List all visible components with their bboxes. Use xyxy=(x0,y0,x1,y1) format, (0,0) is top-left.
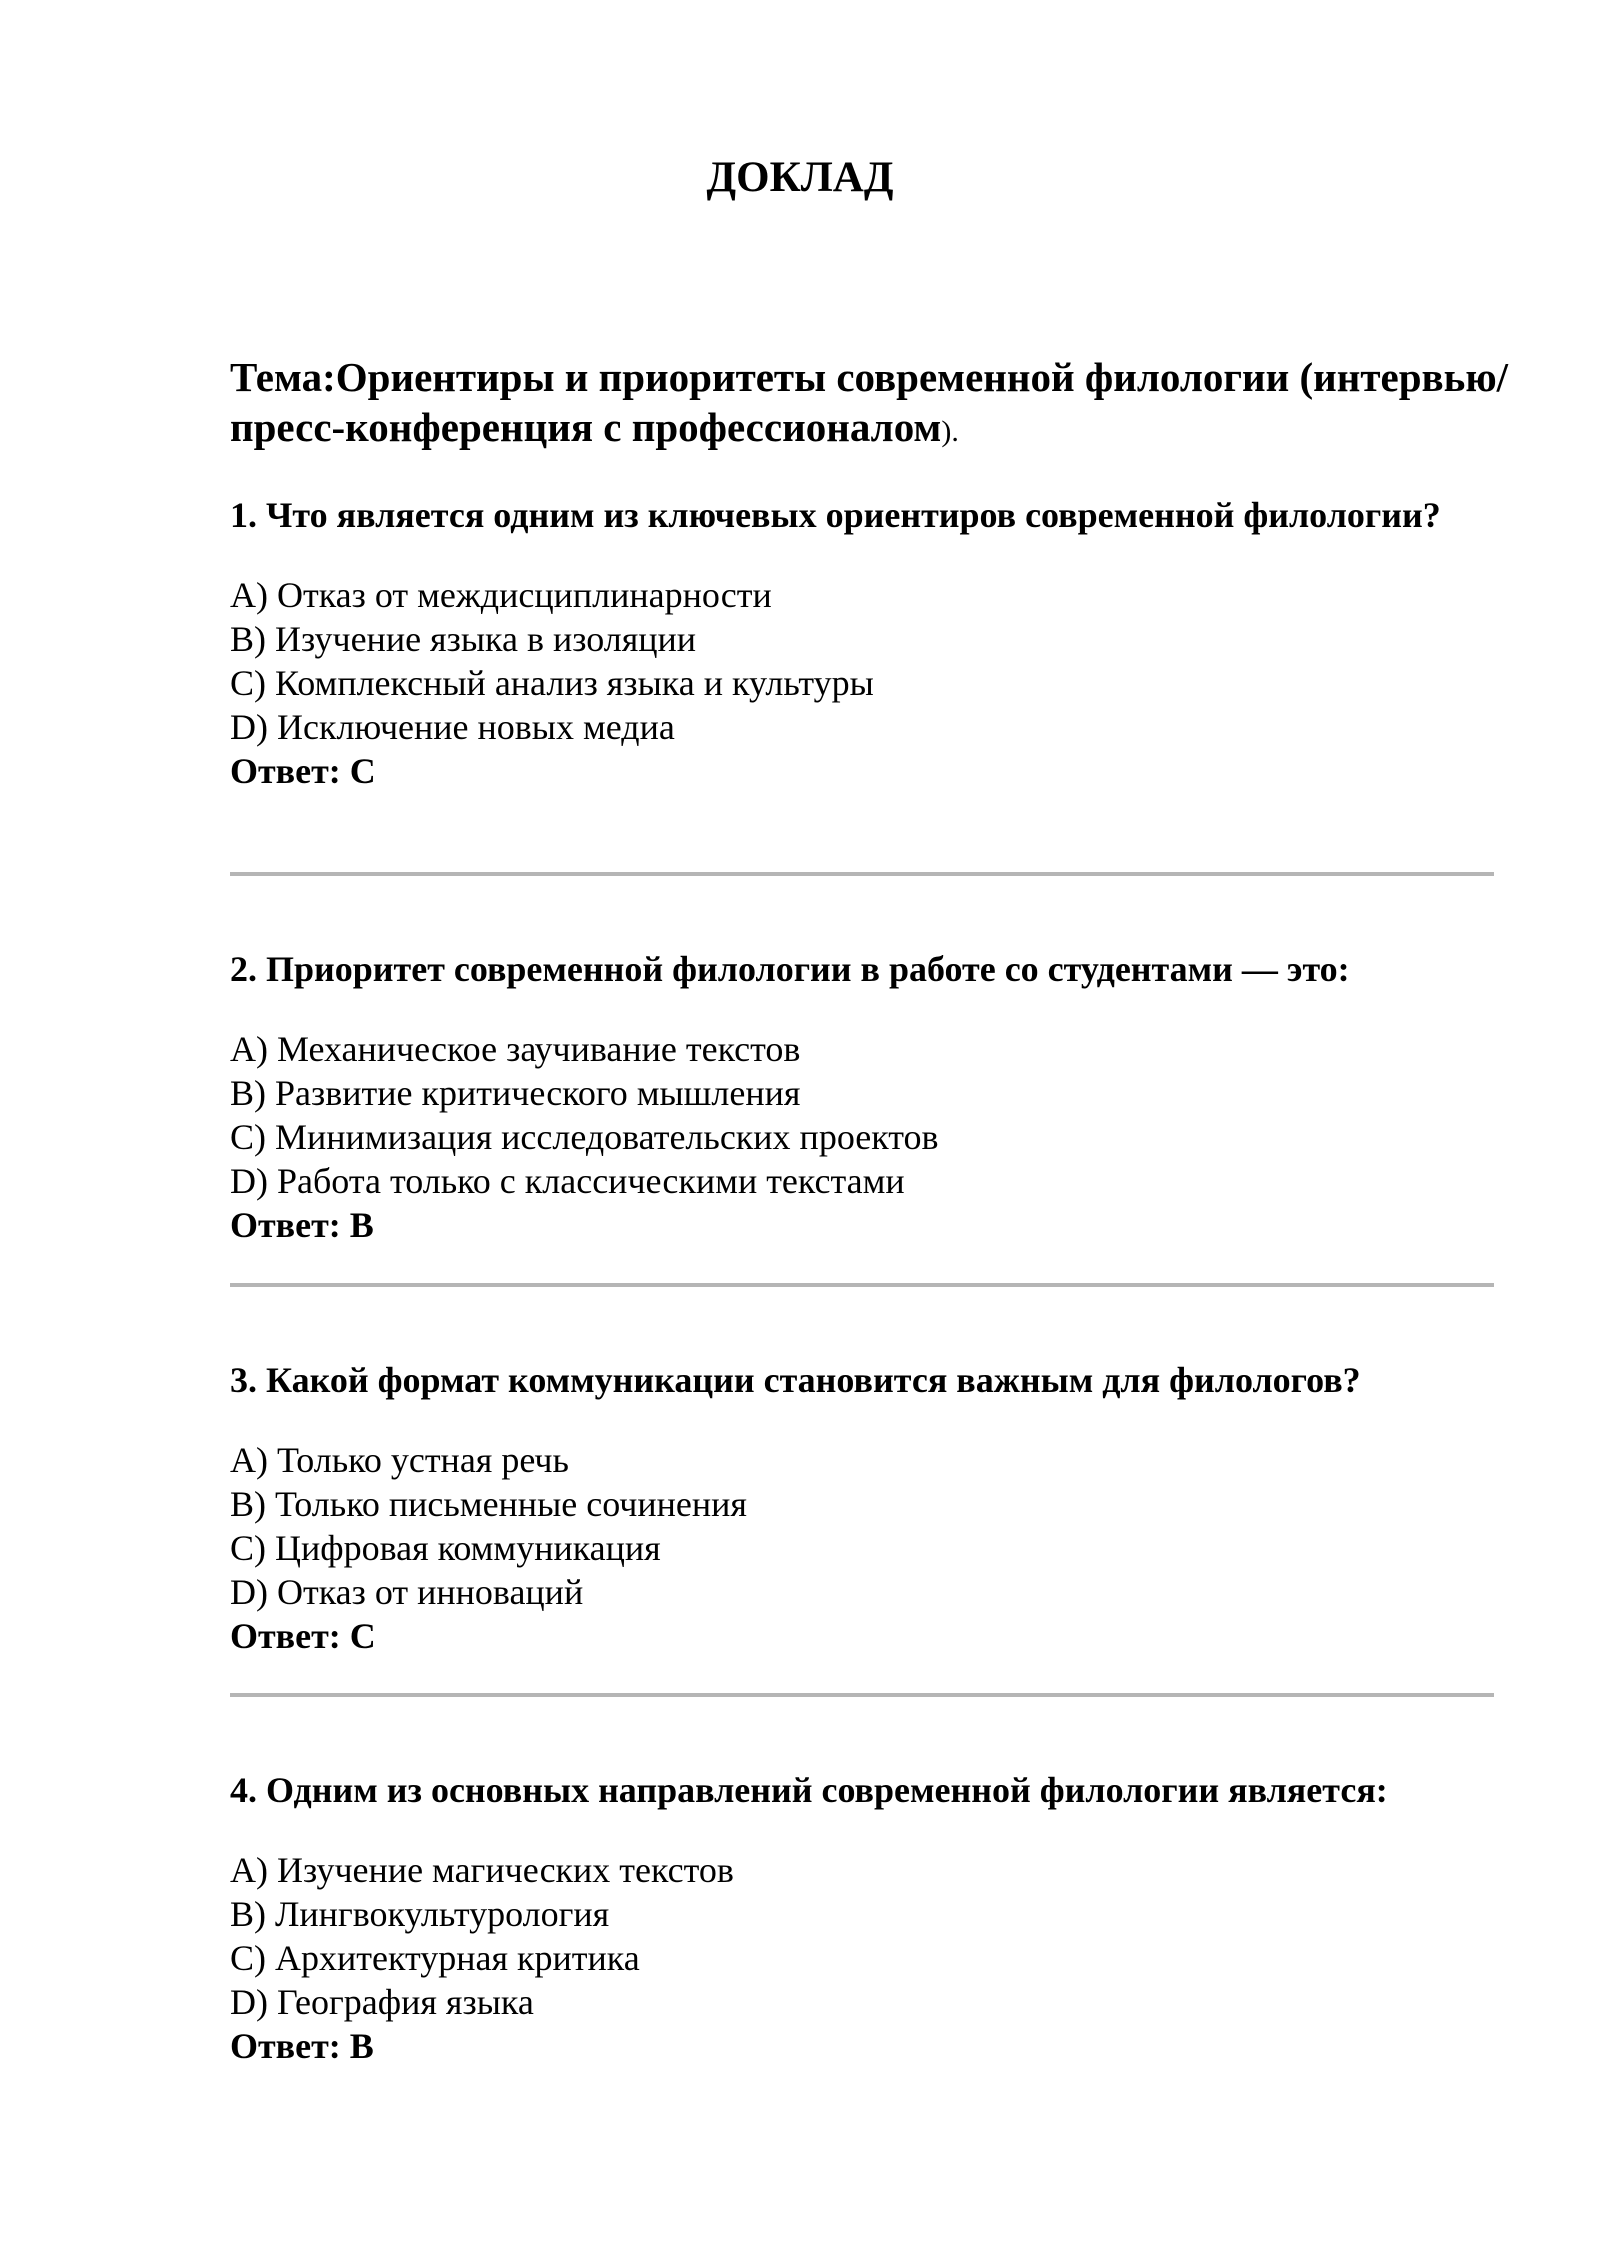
answer-text: Ответ: B xyxy=(230,1205,374,1245)
options-list xyxy=(230,573,1530,749)
option-d: D) Работа только с классическими текстами xyxy=(230,1161,905,1201)
topic-main-text: Тема:Ориентиры и приоритеты современной филологии (интервью/ пресс-конференция с профессионалом xyxy=(230,354,1509,450)
option-c: C) Архитектурная критика xyxy=(230,1938,640,1978)
question-block-2 xyxy=(230,947,1530,1247)
option-b: B) Лингвокультурология xyxy=(230,1894,610,1934)
option-a: A) Механическое заучивание текстов xyxy=(230,1029,801,1069)
option-b: B) Изучение языка в изоляции xyxy=(230,619,697,659)
option-d: D) География языка xyxy=(230,1982,534,2022)
question-block-1 xyxy=(230,493,1530,793)
option-d: D) Исключение новых медиа xyxy=(230,707,675,747)
question-text: 4. Одним из основных направлений современной филологии является: xyxy=(230,1770,1388,1810)
question-block-3 xyxy=(230,1358,1530,1658)
option-c: C) Минимизация исследовательских проектов xyxy=(230,1117,939,1157)
option-a: A) Отказ от междисциплинарности xyxy=(230,575,772,615)
topic-heading xyxy=(230,352,1530,457)
document-title: ДОКЛАД xyxy=(706,154,894,201)
question-text: 3. Какой формат коммуникации становится важным для филологов? xyxy=(230,1360,1361,1400)
option-a: A) Только устная речь xyxy=(230,1440,569,1480)
option-a: A) Изучение магических текстов xyxy=(230,1850,734,1890)
option-b: B) Только письменные сочинения xyxy=(230,1484,747,1524)
option-c: C) Цифровая коммуникация xyxy=(230,1528,661,1568)
answer-text: Ответ: B xyxy=(230,2026,374,2066)
option-d: D) Отказ от инноваций xyxy=(230,1572,584,1612)
answer-text: Ответ: C xyxy=(230,1616,376,1656)
question-block-4 xyxy=(230,1768,1530,2068)
options-list xyxy=(230,1438,1530,1614)
option-c: C) Комплексный анализ языка и культуры xyxy=(230,663,874,703)
option-b: B) Развитие критического мышления xyxy=(230,1073,801,1113)
options-list xyxy=(230,1027,1530,1203)
horizontal-divider xyxy=(230,872,1494,876)
question-text: 1. Что является одним из ключевых ориентиров современной филологии? xyxy=(230,495,1441,535)
answer-text: Ответ: C xyxy=(230,751,376,791)
options-list xyxy=(230,1848,1530,2024)
horizontal-divider xyxy=(230,1283,1494,1287)
topic-tail-text: ). xyxy=(941,415,959,448)
question-text: 2. Приоритет современной филологии в работе со студентами — это: xyxy=(230,949,1350,989)
horizontal-divider xyxy=(230,1693,1494,1697)
